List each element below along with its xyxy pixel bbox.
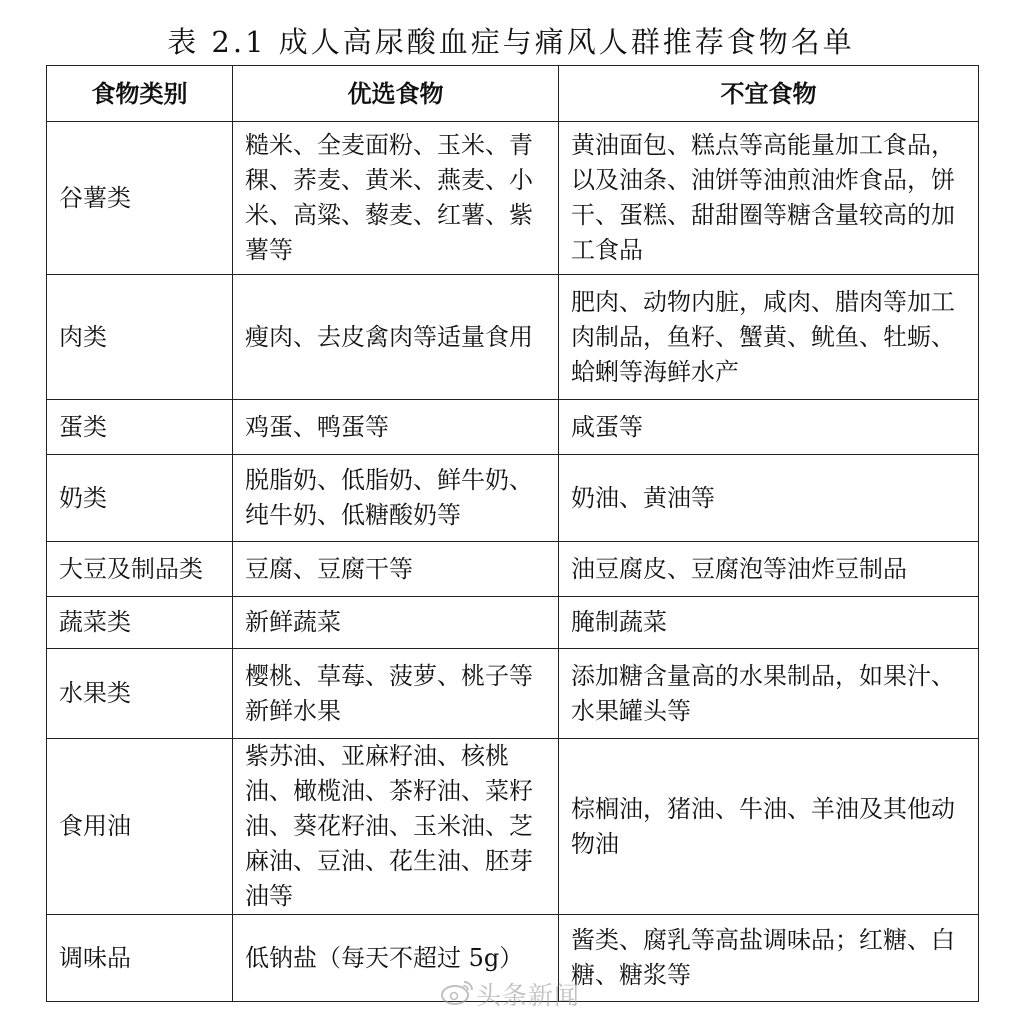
- cell-avoid: 黄油面包、糕点等高能量加工食品，以及油条、油饼等油煎油炸食品，饼干、蛋糕、甜甜圈等糖含量较高的加工食品: [559, 122, 979, 275]
- table-row: [47, 542, 979, 597]
- header-preferred: 优选食物: [233, 66, 559, 122]
- table-row: [47, 275, 979, 400]
- table-header-row: [47, 66, 979, 122]
- cell-avoid: 酱类、腐乳等高盐调味品；红糖、白糖、糖浆等: [559, 915, 979, 1002]
- cell-preferred: 瘦肉、去皮禽肉等适量食用: [233, 275, 559, 400]
- cell-preferred: 低钠盐（每天不超过 5g）: [233, 915, 559, 1002]
- cell-preferred: 鸡蛋、鸭蛋等: [233, 400, 559, 455]
- weibo-logo-icon: [440, 978, 474, 1006]
- cell-avoid: 肥肉、动物内脏，咸肉、腊肉等加工肉制品，鱼籽、蟹黄、鱿鱼、牡蛎、蛤蜊等海鲜水产: [559, 275, 979, 400]
- cell-category: 食用油: [47, 739, 233, 915]
- cell-preferred: 豆腐、豆腐干等: [233, 542, 559, 597]
- cell-preferred: 樱桃、草莓、菠萝、桃子等新鲜水果: [233, 649, 559, 739]
- table-row: [47, 597, 979, 649]
- cell-avoid: 腌制蔬菜: [559, 597, 979, 649]
- cell-preferred: 新鲜蔬菜: [233, 597, 559, 649]
- cell-category: 蛋类: [47, 400, 233, 455]
- cell-preferred: 糙米、全麦面粉、玉米、青稞、荞麦、黄米、燕麦、小米、高粱、藜麦、红薯、紫薯等: [233, 122, 559, 275]
- cell-category: 谷薯类: [47, 122, 233, 275]
- header-category: 食物类别: [47, 66, 233, 122]
- cell-category: 大豆及制品类: [47, 542, 233, 597]
- cell-category: 奶类: [47, 455, 233, 542]
- cell-category: 蔬菜类: [47, 597, 233, 649]
- table-row: [47, 649, 979, 739]
- table-row: [47, 400, 979, 455]
- cell-avoid: 添加糖含量高的水果制品，如果汁、水果罐头等: [559, 649, 979, 739]
- cell-preferred: 紫苏油、亚麻籽油、核桃油、橄榄油、茶籽油、菜籽油、葵花籽油、玉米油、芝麻油、豆油、花生油、胚芽油等: [233, 739, 559, 915]
- cell-avoid: 咸蛋等: [559, 400, 979, 455]
- header-avoid: 不宜食物: [559, 66, 979, 122]
- cell-avoid: 油豆腐皮、豆腐泡等油炸豆制品: [559, 542, 979, 597]
- table-title: 表 2.1 成人高尿酸血症与痛风人群推荐食物名单: [167, 25, 855, 59]
- table-row: [47, 455, 979, 542]
- table-row: [47, 122, 979, 275]
- cell-avoid: 棕榈油，猪油、牛油、羊油及其他动物油: [559, 739, 979, 915]
- cell-category: 水果类: [47, 649, 233, 739]
- cell-preferred: 脱脂奶、低脂奶、鲜牛奶、纯牛奶、低糖酸奶等: [233, 455, 559, 542]
- cell-category: 调味品: [47, 915, 233, 1002]
- cell-category: 肉类: [47, 275, 233, 400]
- watermark-text: 头条新闻: [476, 981, 581, 1010]
- table-row: [47, 739, 979, 915]
- food-recommendation-table: [46, 65, 979, 1002]
- cell-avoid: 奶油、黄油等: [559, 455, 979, 542]
